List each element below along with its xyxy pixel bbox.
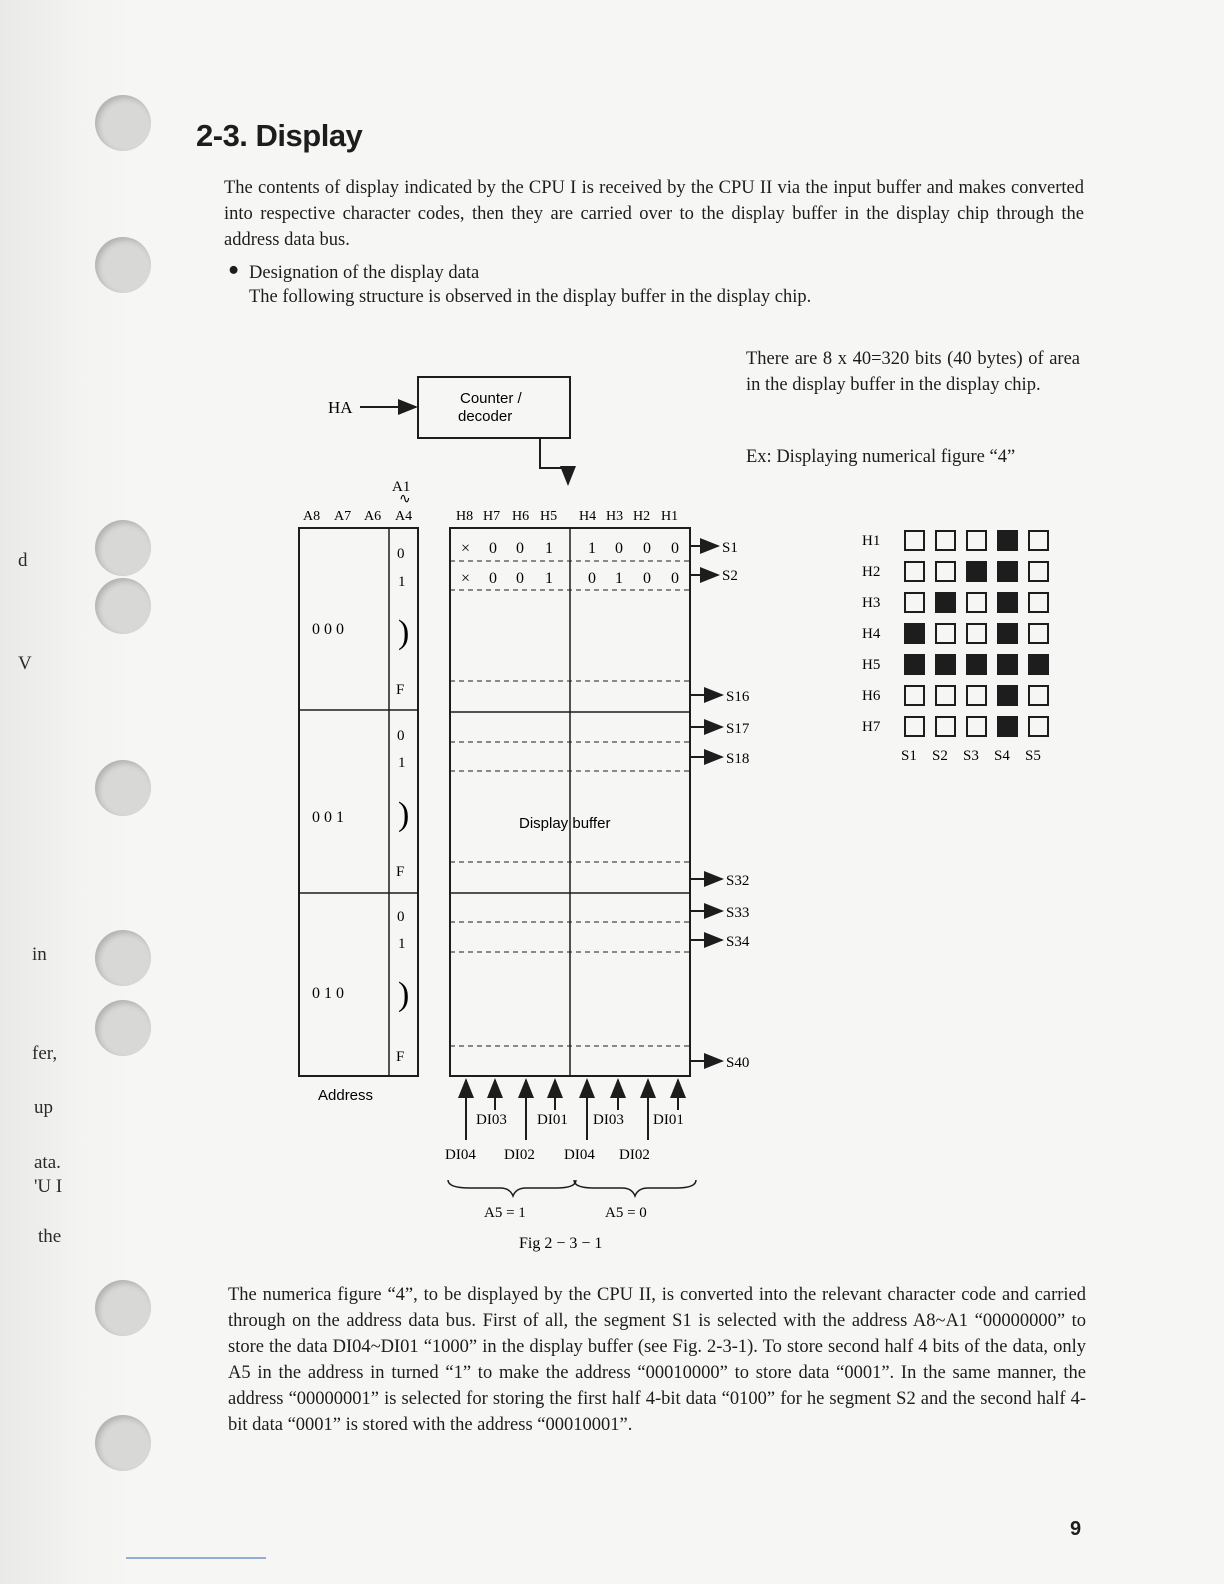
- matrix-dot-off: [1029, 593, 1048, 612]
- segment-label: S34: [726, 934, 750, 950]
- segment-label: S33: [726, 905, 750, 921]
- margin-fragment: ata.: [34, 1152, 61, 1173]
- matrix-dot-off: [1029, 717, 1048, 736]
- h-header: H2: [633, 509, 651, 524]
- display-buffer-label: Display buffer: [519, 815, 611, 832]
- di-label: DI01: [537, 1112, 568, 1128]
- segment-label: S17: [726, 721, 750, 737]
- di-label: DI02: [619, 1147, 650, 1163]
- bullet-subtext: The following structure is observed in the display buffer in the display chip.: [249, 287, 812, 307]
- a5-brace-left: [448, 1180, 576, 1196]
- decoder-label: decoder: [458, 408, 513, 425]
- page-number: 9: [1070, 1518, 1082, 1540]
- segment-label: S16: [726, 689, 750, 705]
- matrix-dot-off: [905, 717, 924, 736]
- h-header: H4: [579, 509, 597, 524]
- bit-cell: 0: [489, 540, 497, 557]
- matrix-dot-on: [936, 655, 955, 674]
- di-label: DI01: [653, 1112, 684, 1128]
- sub-value: 0: [397, 728, 405, 744]
- range-brace: ): [398, 796, 410, 833]
- sub-value: 0: [397, 546, 405, 562]
- matrix-dot-off: [936, 624, 955, 643]
- a5-brace-right: [574, 1180, 696, 1196]
- bit-cell: 1: [615, 570, 623, 587]
- sub-value: 1: [398, 936, 406, 952]
- matrix-dot-off: [936, 531, 955, 550]
- h-header: H7: [483, 509, 501, 524]
- block-address: 0 0 1: [312, 809, 344, 826]
- margin-fragment: in: [32, 944, 47, 965]
- matrix-row-label: H3: [862, 595, 881, 611]
- bit-cell: ×: [461, 540, 471, 557]
- matrix-dot-on: [998, 686, 1017, 705]
- di-label: DI03: [476, 1112, 507, 1128]
- di-label: DI03: [593, 1112, 624, 1128]
- address-label: Address: [318, 1087, 374, 1104]
- matrix-row-label: H5: [862, 657, 881, 673]
- sub-value: F: [396, 1049, 405, 1065]
- addr-header: A8: [303, 509, 321, 524]
- bit-cell: ×: [461, 570, 471, 587]
- matrix-dot-off: [1029, 562, 1048, 581]
- block-address: 0 0 0: [312, 621, 344, 638]
- matrix-dot-off: [967, 531, 986, 550]
- counter-label: Counter /: [460, 390, 522, 407]
- a5-label: A5 = 1: [484, 1205, 526, 1221]
- bit-cell: 1: [545, 570, 553, 587]
- bit-cell: 0: [516, 540, 524, 557]
- range-brace: ): [398, 976, 410, 1013]
- block-address: 0 1 0: [312, 985, 344, 1002]
- matrix-dot-off: [967, 717, 986, 736]
- addr-header: A7: [334, 509, 352, 524]
- addr-header: A4: [395, 509, 413, 524]
- h-header: H1: [661, 509, 679, 524]
- matrix-dot-off: [936, 686, 955, 705]
- matrix-dot-off: [1029, 686, 1048, 705]
- sub-value: 0: [397, 909, 405, 925]
- matrix-dot-on: [998, 562, 1017, 581]
- bit-cell: 1: [588, 540, 596, 557]
- matrix-dot-off: [905, 562, 924, 581]
- margin-fragment: V: [18, 653, 32, 674]
- addr-header: A6: [364, 509, 382, 524]
- margin-fragment: fer,: [32, 1043, 58, 1064]
- matrix-dot-on: [998, 655, 1017, 674]
- matrix-col-label: S5: [1025, 748, 1041, 764]
- example-heading: Ex: Displaying numerical figure “4”: [746, 447, 1016, 467]
- bit-cell: 0: [671, 570, 679, 587]
- a1-label: A1: [392, 479, 411, 495]
- matrix-dot-off: [936, 717, 955, 736]
- matrix-dot-off: [905, 686, 924, 705]
- bit-cell: 0: [643, 540, 651, 557]
- matrix-col-label: S4: [994, 748, 1010, 764]
- matrix-dot-off: [967, 593, 986, 612]
- matrix-dot-on: [967, 655, 986, 674]
- matrix-dot-on: [998, 593, 1017, 612]
- bit-cell: 0: [615, 540, 623, 557]
- data-bus-arrows: [466, 1080, 678, 1140]
- page-title: 2-3. Display: [196, 118, 363, 153]
- h-header: H3: [606, 509, 624, 524]
- figure-caption: Fig 2 − 3 − 1: [519, 1235, 603, 1252]
- di-label: DI02: [504, 1147, 535, 1163]
- side-note: There are 8 x 40=320 bits (40 bytes) of area in the display buffer in the display chip.: [746, 349, 1080, 395]
- ha-label: HA: [328, 398, 353, 417]
- matrix-dot-on: [1029, 655, 1048, 674]
- sub-value: 1: [398, 755, 406, 771]
- segment-label: S40: [726, 1055, 750, 1071]
- digit-example-grid: [862, 531, 1048, 764]
- bit-cell: 0: [588, 570, 596, 587]
- matrix-dot-off: [905, 593, 924, 612]
- matrix-dot-on: [905, 624, 924, 643]
- matrix-row-label: H2: [862, 564, 881, 580]
- matrix-dot-on: [936, 593, 955, 612]
- segment-label: S2: [722, 568, 738, 584]
- a1-tilde: ∿: [399, 492, 411, 507]
- closing-paragraph: The numerica figure “4”, to be displayed by the CPU II, is converted into the relevant character code and carried through on the address data bus. First of all, the segment S1 is selected with the address A8~A1 “00000000” to store the data DI04~DI01 “1000” in the display buffer (see Fig. 2-3-1). To store second half 4 bits of the data, only A5 in the address in turned “1” to make the address “00010000” to store data “0001”. In the same manner, the address “00000001” is selected for storing the first half 4-bit data “0100” for he segment S2 and the second half 4-bit data “0001” is stored with the address “00010001”.: [228, 1285, 1086, 1435]
- bit-cell: 0: [671, 540, 679, 557]
- segment-label: S18: [726, 751, 750, 767]
- bit-cell: 0: [516, 570, 524, 587]
- matrix-dot-off: [1029, 624, 1048, 643]
- sub-value: 1: [398, 574, 406, 590]
- sub-value: F: [396, 682, 405, 698]
- bullet-heading: Designation of the display data: [249, 263, 480, 283]
- margin-fragment: up: [34, 1097, 53, 1118]
- h-header: H8: [456, 509, 474, 524]
- intro-paragraph: The contents of display indicated by the CPU I is received by the CPU II via the input buffer and makes converted into respective character codes, then they are carried over to the display buffer in the display chip through the address data bus.: [224, 178, 1084, 250]
- matrix-col-label: S3: [963, 748, 979, 764]
- bullet-dot: ●: [228, 260, 240, 280]
- matrix-row-label: H4: [862, 626, 881, 642]
- matrix-row-label: H7: [862, 719, 881, 735]
- segment-label: S32: [726, 873, 750, 889]
- h-header: H6: [512, 509, 530, 524]
- di-label: DI04: [445, 1147, 476, 1163]
- di-label: DI04: [564, 1147, 595, 1163]
- bit-cell: 1: [545, 540, 553, 557]
- sub-value: F: [396, 864, 405, 880]
- matrix-col-label: S1: [901, 748, 917, 764]
- margin-fragment: the: [38, 1226, 62, 1247]
- matrix-dot-on: [905, 655, 924, 674]
- matrix-dot-off: [936, 562, 955, 581]
- bit-cell: 0: [643, 570, 651, 587]
- matrix-dot-on: [998, 717, 1017, 736]
- margin-fragment: d: [18, 550, 28, 571]
- h-header: H5: [540, 509, 558, 524]
- margin-fragment: 'U I: [34, 1176, 63, 1197]
- bit-cell: 0: [489, 570, 497, 587]
- segment-label: S1: [722, 540, 738, 556]
- matrix-dot-off: [967, 624, 986, 643]
- range-brace: ): [398, 614, 410, 651]
- matrix-col-label: S2: [932, 748, 948, 764]
- matrix-row-label: H6: [862, 688, 881, 704]
- matrix-dot-on: [967, 562, 986, 581]
- matrix-dot-off: [1029, 531, 1048, 550]
- matrix-row-label: H1: [862, 533, 881, 549]
- matrix-dot-on: [998, 531, 1017, 550]
- matrix-dot-off: [905, 531, 924, 550]
- matrix-dot-on: [998, 624, 1017, 643]
- a5-label: A5 = 0: [605, 1205, 647, 1221]
- matrix-dot-off: [967, 686, 986, 705]
- decoder-output-arrow: [540, 438, 568, 484]
